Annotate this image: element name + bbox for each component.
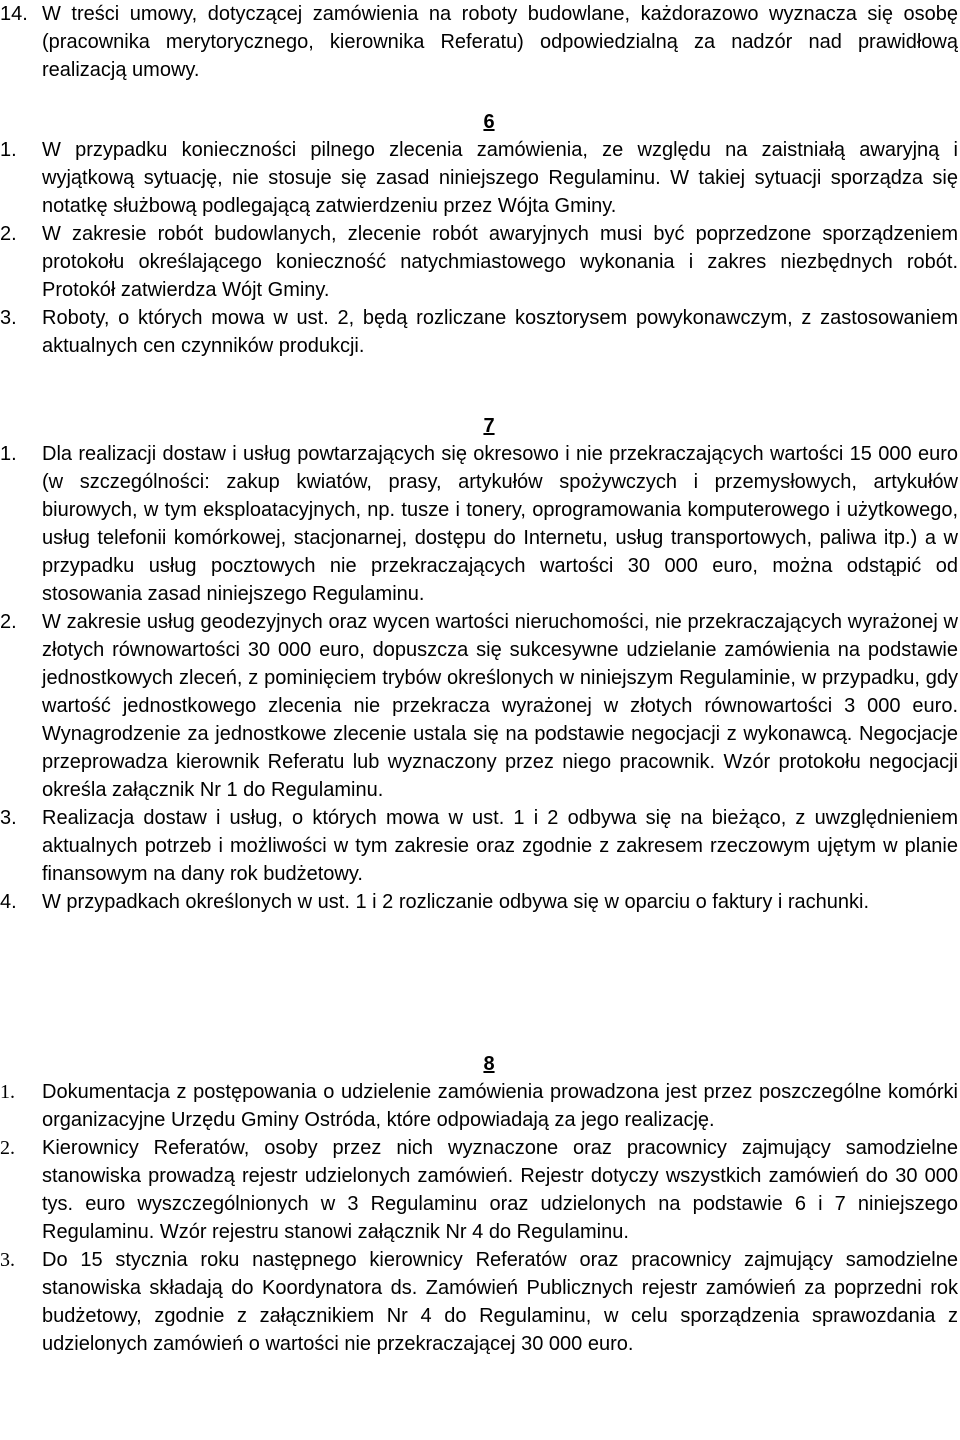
paragraph-number: 14. [0,3,28,25]
section-7-item-1 [0,440,960,608]
section-6-item-1 [0,136,960,220]
section-8-item-1 [0,1078,960,1134]
section-6-item-3 [0,304,960,360]
section-8-item-3 [0,1246,960,1358]
item-number: 3. [0,807,17,829]
item-number: 3. [0,1249,15,1271]
item-number: 1. [0,443,17,465]
paragraph-text: W treści umowy, dotyczącej zamówienia na roboty budowlane, każdorazowo wyznacza się osobę (pracownika merytorycznego, kierownika Referatu) odpowiedzialną za nadzór nad prawidłową realizacją umowy. [42,3,958,81]
item-text: W zakresie usług geodezyjnych oraz wycen wartości nieruchomości, nie przekraczających wyrażonej w złotych równowartości 30 000 euro, dopuszcza się sukcesywne udzielanie zamówienia na podstawie jednostkowych zleceń, z pominięciem trybów określonych w niniejszym Regulaminie, w przypadku, gdy wartość jednostkowego zlecenia nie przekracza wyrażonej w złotych równowartości 3 000 euro. Wynagrodzenie za jednostkowe zlecenie ustala się na podstawie negocjacji z wykonawcą. Negocjacje przeprowadza kierownik Referatu lub wyznaczony przez niego pracownik. Wzór protokołu negocjacji określa załącznik Nr 1 do Regulaminu. [42,611,958,801]
item-text: W przypadkach określonych w ust. 1 i 2 rozliczanie odbywa się w oparciu o faktury i rachunki. [42,891,870,913]
section-8 [0,1050,960,1358]
section-heading: 6 [483,111,495,133]
item-number: 2. [0,611,17,633]
section-heading: 8 [483,1053,495,1075]
item-number: 1. [0,1081,15,1103]
item-text: Dokumentacja z postępowania o udzielenie zamówienia prowadzona jest przez poszczególne komórki organizacyjne Urzędu Gminy Ostróda, które odpowiadają za jego realizację. [42,1081,958,1131]
item-number: 4. [0,891,17,913]
section-6 [0,108,960,360]
section-7-item-3 [0,804,960,888]
paragraph-14 [0,0,958,84]
section-8-item-2 [0,1134,960,1246]
section-7-item-2 [0,608,960,804]
section-7-item-4 [0,888,960,916]
section-heading: 7 [483,415,495,437]
item-text: W przypadku konieczności pilnego zlecenia zamówienia, ze względu na zaistniałą awaryjną i wyjątkową sytuację, nie stosuje się zasad niniejszego Regulaminu. W takiej sytuacji sporządza się notatkę służbową podlegającą zatwierdzeniu przez Wójta Gminy. [42,139,958,217]
item-text: Do 15 stycznia roku następnego kierownicy Referatów oraz pracownicy zajmujący samodzielne stanowiska składają do Koordynatora ds. Zamówień Publicznych rejestr zamówień za poprzedni rok budżetowy, zgodnie z załącznikiem Nr 4 do Regulaminu, w celu sporządzenia sprawozdania z udzielonych zamówień o wartości nie przekraczającej 30 000 euro. [42,1249,958,1355]
item-number: 1. [0,139,17,161]
section-6-item-2 [0,220,960,304]
item-number: 3. [0,307,17,329]
item-number: 2. [0,1137,15,1159]
section-7 [0,412,960,916]
item-text: Roboty, o których mowa w ust. 2, będą rozliczane kosztorysem powykonawczym, z zastosowaniem aktualnych cen czynników produkcji. [42,307,958,357]
item-text: Dla realizacji dostaw i usług powtarzających się okresowo i nie przekraczających wartości 15 000 euro (w szczególności: zakup kwiatów, prasy, artykułów spożywczych i przemysłowych, artykułów biurowych, w tym eksploatacyjnych, np. tusze i tonery, oprogramowania komputerowego i użytkowego, usług telefonii komórkowej, stacjonarnej, dostępu do Internetu, usług transportowych, paliwa itp.) a w przypadku usług pocztowych nie przekraczających wartości 30 000 euro, można odstąpić od stosowania zasad niniejszego Regulaminu. [42,443,958,605]
item-text: W zakresie robót budowlanych, zlecenie robót awaryjnych musi być poprzedzone sporządzeniem protokołu określającego konieczność natychmiastowego wykonania i zakres niezbędnych robót. Protokół zatwierdza Wójt Gminy. [42,223,958,301]
item-text: Realizacja dostaw i usług, o których mowa w ust. 1 i 2 odbywa się na bieżąco, z uwzględnieniem aktualnych potrzeb i możliwości w tym zakresie oraz zgodnie z zakresem rzeczowym ujętym w planie finansowym na dany rok budżetowy. [42,807,958,885]
item-text: Kierownicy Referatów, osoby przez nich wyznaczone oraz pracownicy zajmujący samodzielne stanowiska prowadzą rejestr udzielonych zamówień. Rejestr dotyczy wszystkich zamówień do 30 000 tys. euro wyszczególnionych w 3 Regulaminu oraz udzielonych na podstawie 6 i 7 niniejszego Regulaminu. Wzór rejestru stanowi załącznik Nr 4 do Regulaminu. [42,1137,958,1243]
item-number: 2. [0,223,17,245]
